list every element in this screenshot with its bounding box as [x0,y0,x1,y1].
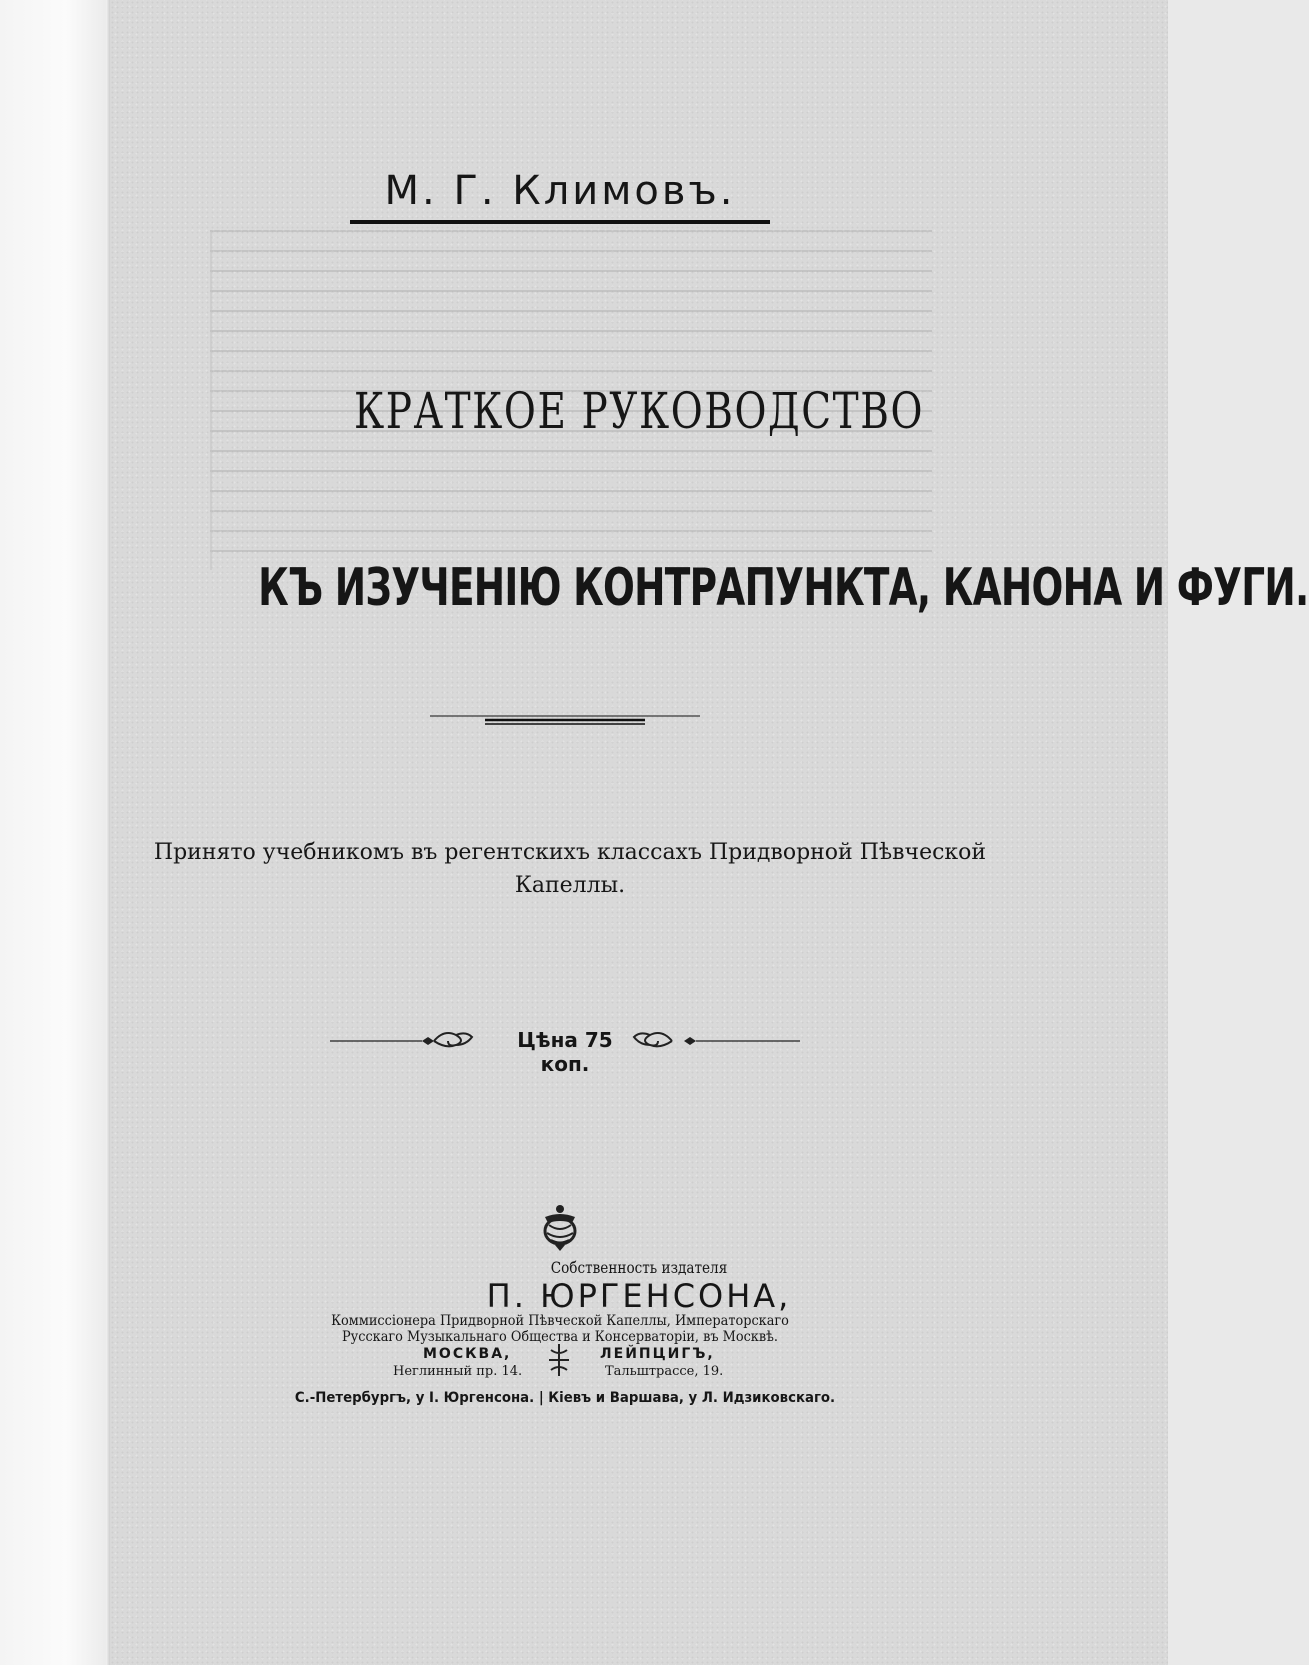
city-leipzig: ЛЕЙПЦИГЪ, [600,1346,715,1362]
branch-offices: С.-Петербургъ, у І. Юргенсона. | Кіевъ и Варшава, у Л. Идзиковскаго. [294,1390,836,1406]
ownership-label: Собственность издателя [550,1258,728,1277]
double-rule-divider [430,714,700,726]
binding-margin [0,0,110,1665]
publisher-name: П. ЮРГЕНСОНА, [486,1277,792,1315]
city-moscow: МОСКВА, [423,1346,512,1362]
price-ornament-row [330,1022,800,1076]
publisher-credentials: Коммиссіонера Придворной Пѣвческой Капеллы, Императорскаго Русскаго Музыкальнаго Общества и Консерваторіи, въ Москвѣ. [331,1313,789,1345]
ornamental-separator-icon [546,1340,572,1380]
leipzig-address: Тальштрассе, 19. [605,1364,724,1379]
title-line-2: КЪ ИЗУЧЕНІЮ КОНТРАПУНКТА, КАНОНА И ФУГИ. [258,558,1309,618]
approval-note: Принято учебникомъ въ регентскихъ классахъ Придворной Пѣвческой Капеллы. [153,840,987,898]
moscow-address: Неглинный пр. 14. [393,1364,523,1379]
author-name: М. Г. Климовъ. [350,168,770,224]
title-line-1: КРАТКОЕ РУКОВОДСТВО [353,382,925,440]
double-headed-eagle-icon [535,1203,585,1253]
price-label: Цѣна 75 коп. [517,1028,613,1076]
